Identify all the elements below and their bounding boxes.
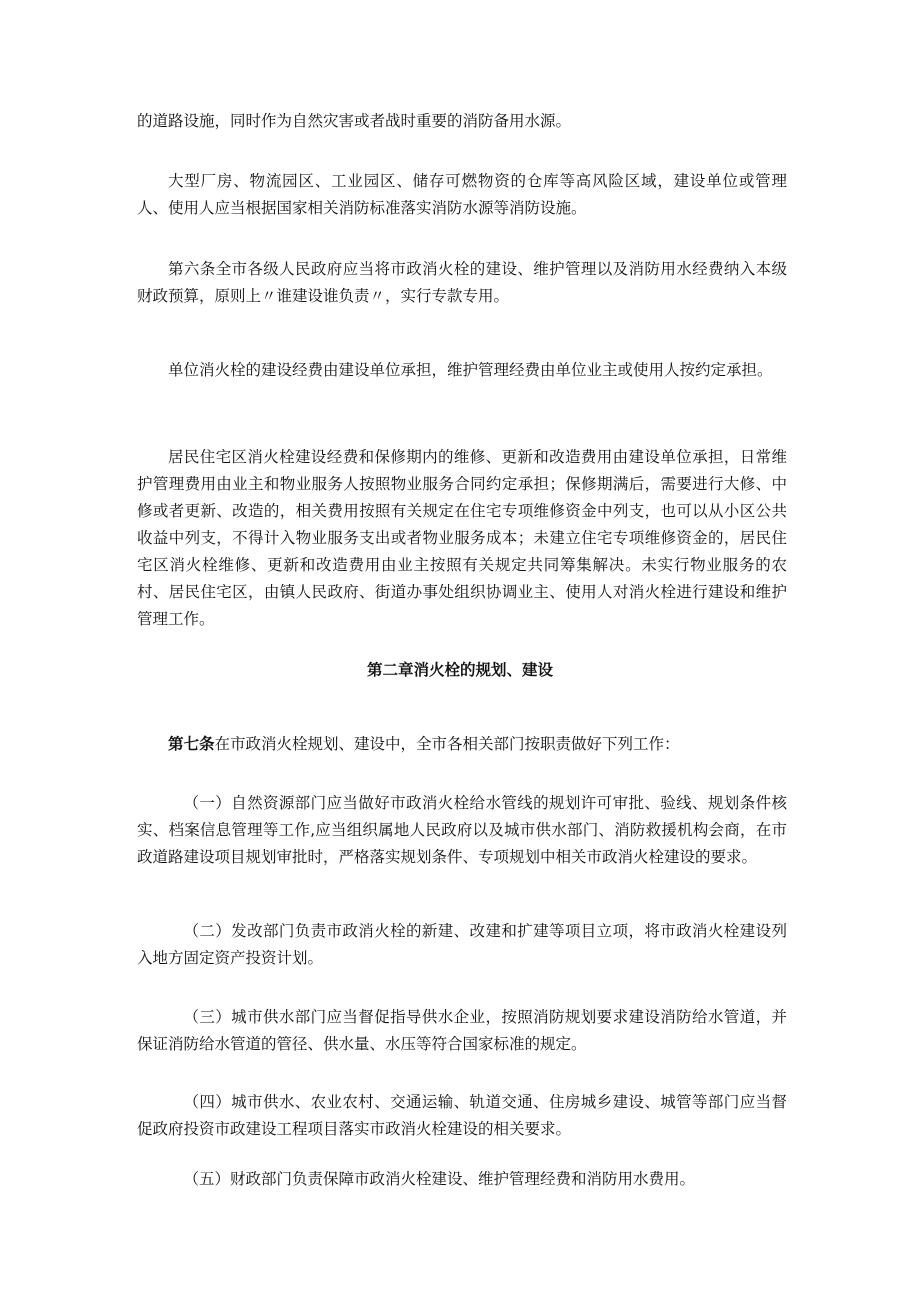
list-item-multi-department: （四）城市供水、农业农村、交通运输、轨道交通、住房城乡建设、城管等部门应当督促政府投资市政建设工程项目落实市政消火栓建设的相关要求。 — [137, 1093, 787, 1138]
article-7-text: 在市政消火栓规划、建设中，全市各相关部门按职责做好下列工作： — [214, 735, 680, 753]
list-item-finance: （五）财政部门负责保障市政消火栓建设、维护管理经费和消防用水费用。 — [183, 1170, 696, 1188]
article-7-label: 第七条 — [168, 735, 215, 753]
paragraph-high-risk-areas: 大型厂房、物流园区、工业园区、储存可燃物资的仓库等高风险区域，建设单位或管理人、使用人应当根据国家相关消防标准落实消防水源等消防设施。 — [137, 172, 787, 217]
paragraph-unit-hydrant-funding: 单位消火栓的建设经费由建设单位承担，维护管理经费由单位业主或使用人按约定承担。 — [168, 361, 773, 379]
paragraph-residential-hydrant-funding: 居民住宅区消火栓建设经费和保修期内的维修、更新和改造费用由建设单位承担，日常维护管理费用由业主和物业服务人按照物业服务合同约定承担；保修期满后，需要进行大修、中修或者更新、改造的，相关费用按照有关规定在住宅专项维修资金中列支，也可以从小区公共收益中列支，不得计入物业服务支出或者物业服务成本；未建立住宅专项维修资金的，居民住宅区消火栓维修、更新和改造费用由业主按照有关规定共同筹集解决。未实行物业服务的农村、居民住宅区，由镇人民政府、街道办事处组织协调业主、使用人对消火栓进行建设和维护管理工作。 — [137, 448, 787, 628]
paragraph-article-7 — [137, 731, 787, 758]
paragraph-water-source: 的道路设施，同时作为自然灾害或者战时重要的消防备用水源。 — [137, 112, 572, 130]
paragraph-article-6: 第六条全市各级人民政府应当将市政消火栓的建设、维护管理以及消防用水经费纳入本级财政预算，原则上〃谁建设谁负责〃，实行专款专用。 — [137, 260, 787, 305]
list-item-water-supply: （三）城市供水部门应当督促指导供水企业，按照消防规划要求建设消防给水管道，并保证消防给水管道的管径、供水量、水压等符合国家标准的规定。 — [137, 1008, 787, 1053]
list-item-development-reform: （二）发改部门负责市政消火栓的新建、改建和扩建等项目立项，将市政消火栓建设列入地方固定资产投资计划。 — [137, 922, 787, 967]
chapter-heading: 第二章消火栓的规划、建设 — [366, 661, 553, 679]
list-item-natural-resources: （一）自然资源部门应当做好市政消火栓给水管线的规划许可审批、验线、规划条件核实、档案信息管理等工作,应当组织属地人民政府以及城市供水部门、消防救援机构会商，在市政道路建设项目规划审批时，严格落实规划条件、专项规划中相关市政消火栓建设的要求。 — [137, 794, 787, 866]
